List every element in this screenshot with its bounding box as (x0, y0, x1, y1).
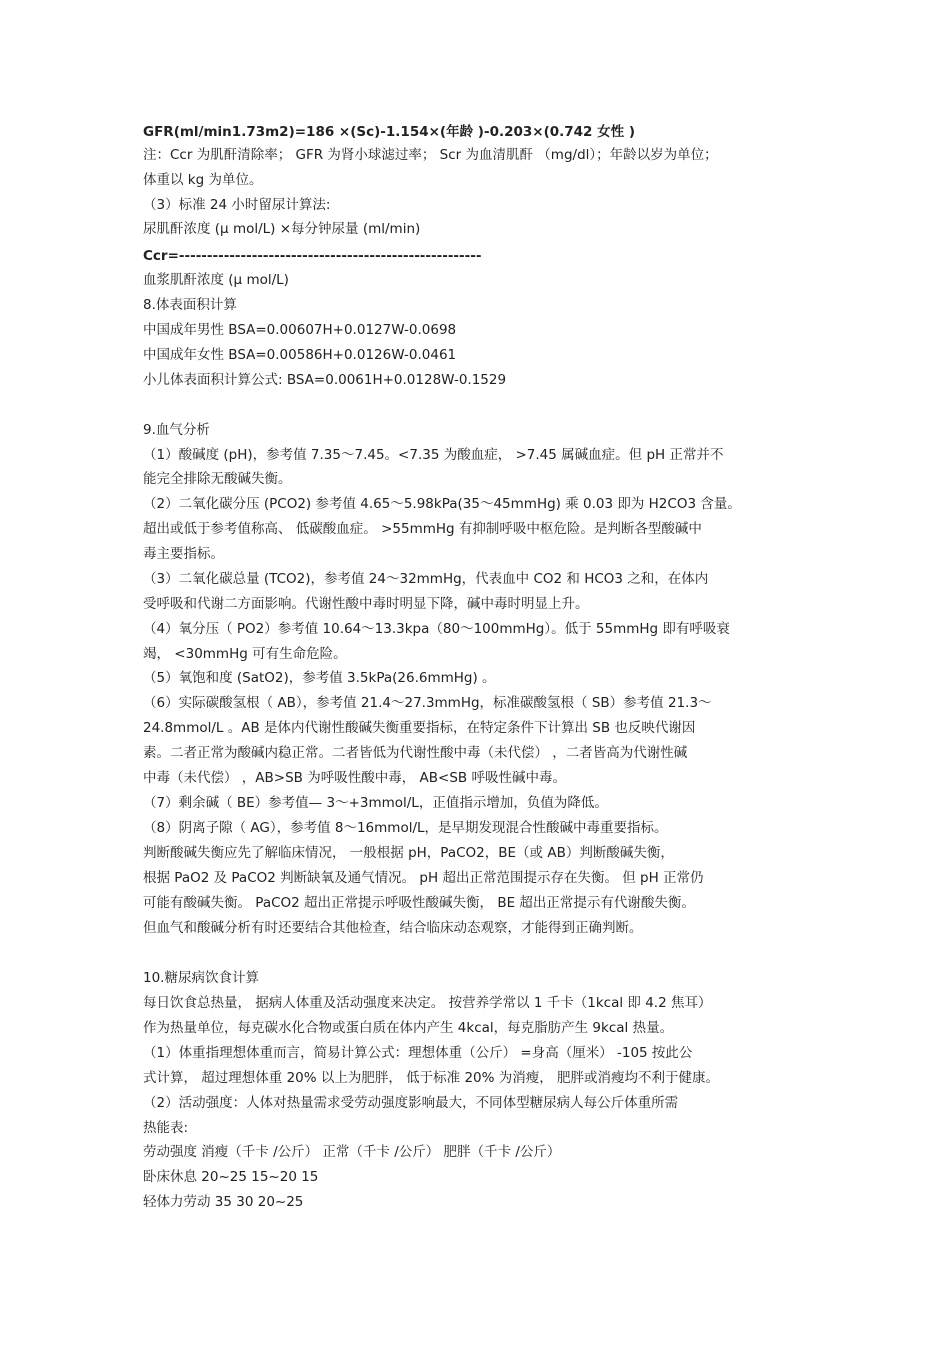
section-heading: 8.体表面积计算 (143, 297, 237, 313)
paragraph-line: （2）活动强度：人体对热量需求受劳动强度影响最大，不同体型糖尿病人每公斤体重所需 (143, 1095, 679, 1111)
paragraph-line: 毒主要指标。 (143, 546, 224, 562)
formula-line: 小儿体表面积计算公式: BSA=0.0061H+0.0128W-0.1529 (143, 372, 507, 388)
paragraph-line: （3）二氧化碳总量 (TCO2)，参考值 24～32mmHg，代表血中 CO2 和 HCO3 之和，在体内 (143, 571, 709, 587)
paragraph-line: 受呼吸和代谢二方面影响。代谢性酸中毒时明显下降，碱中毒时明显上升。 (143, 596, 589, 612)
paragraph-line: 式计算， 超过理想体重 20% 以上为肥胖， 低于标准 20% 为消瘦， 肥胖或消瘦均不利于健康。 (143, 1070, 720, 1086)
section-item: （3）标准 24 小时留尿计算法: (143, 197, 331, 213)
paragraph-line: 超出或低于参考值称高、 低碳酸血症。 >55mmHg 有抑制呼吸中枢危险。是判断各型酸碱中 (143, 521, 702, 537)
paragraph-line: （8）阴离子隙（ AG），参考值 8～16mmol/L，是早期发现混合性酸碱中毒重要指标。 (143, 820, 668, 836)
paragraph-line: 但血气和酸碱分析有时还要结合其他检查，结合临床动态观察，才能得到正确判断。 (143, 920, 643, 936)
paragraph-line: 中毒（未代偿） ，AB>SB 为呼吸性酸中毒， AB<SB 呼吸性碱中毒。 (143, 770, 566, 786)
table-header-row: 劳动强度 消瘦（千卡 /公斤） 正常（千卡 /公斤） 肥胖（千卡 /公斤） (143, 1144, 561, 1160)
paragraph-line: 能完全排除无酸碱失衡。 (143, 471, 292, 487)
table-row: 卧床休息 20~25 15~20 15 (143, 1169, 319, 1185)
paragraph-line: （5）氧饱和度 (SatO2)，参考值 3.5kPa(26.6mmHg) 。 (143, 670, 496, 686)
paragraph-line: 热能表: (143, 1120, 189, 1136)
table-row: 轻体力劳动 35 30 20~25 (143, 1194, 304, 1210)
paragraph-line: 每日饮食总热量， 据病人体重及活动强度来决定。 按营养学常以 1 千卡（1kcal 即 4.2 焦耳） (143, 995, 712, 1011)
paragraph-line: （2）二氧化碳分压 (PCO2) 参考值 4.65～5.98kPa(35～45mmHg) 乘 0.03 即为 H2CO3 含量。 (143, 496, 741, 512)
paragraph-line: 素。二者正常为酸碱内稳正常。二者皆低为代谢性酸中毒（未代偿） ，二者皆高为代谢性碱 (143, 745, 688, 761)
paragraph-line: 根据 PaO2 及 PaCO2 判断缺氧及通气情况。 pH 超出正常范围提示存在失衡。 但 pH 正常仍 (143, 870, 704, 886)
gfr-formula: GFR(ml/min1.73m2)=186 ×(Sc)-1.154×(年龄 )-0.203×(0.742 女性 ) (143, 124, 636, 140)
note-line: 注：Ccr 为肌酐清除率； GFR 为肾小球滤过率； Scr 为血清肌酐 （mg/dl）；年龄以岁为单位； (143, 147, 718, 163)
paragraph-line: （6）实际碳酸氢根（ AB），参考值 21.4～27.3mmHg，标准碳酸氢根（ SB）参考值 21.3～ (143, 695, 712, 711)
section-heading: 9.血气分析 (143, 422, 210, 438)
paragraph-line: 竭， <30mmHg 可有生命危险。 (143, 646, 347, 662)
formula-line: 中国成年男性 BSA=0.00607H+0.0127W-0.0698 (143, 322, 457, 338)
formula-line: 血浆肌酐浓度 (μ mol/L) (143, 272, 289, 288)
paragraph-line: （1）酸碱度 (pH)，参考值 7.35～7.45。<7.35 为酸血症， >7.45 属碱血症。但 pH 正常并不 (143, 447, 724, 463)
paragraph-line: 24.8mmol/L 。AB 是体内代谢性酸碱失衡重要指标，在特定条件下计算出 SB 也反映代谢因 (143, 720, 696, 736)
formula-line: 尿肌酐浓度 (μ mol/L) ×每分钟尿量 (ml/min) (143, 221, 421, 237)
paragraph-line: 可能有酸碱失衡。 PaCO2 超出正常提示呼吸性酸碱失衡， BE 超出正常提示有代谢酸失衡。 (143, 895, 695, 911)
paragraph-line: （1）体重指理想体重而言，简易计算公式：理想体重（公斤） =身高（厘米） -105 按此公 (143, 1045, 693, 1061)
paragraph-line: 作为热量单位，每克碳水化合物或蛋白质在体内产生 4kcal，每克脂肪产生 9kcal 热量。 (143, 1020, 674, 1036)
paragraph-line: （7）剩余碱（ BE）参考值— 3～+3mmol/L，正值指示增加，负值为降低。 (143, 795, 608, 811)
section-heading: 10.糖尿病饮食计算 (143, 970, 259, 986)
formula-line: 中国成年女性 BSA=0.00586H+0.0126W-0.0461 (143, 347, 457, 363)
paragraph-line: 判断酸碱失衡应先了解临床情况， 一般根据 pH，PaCO2，BE（或 AB）判断酸碱失衡， (143, 845, 674, 861)
note-line: 体重以 kg 为单位。 (143, 172, 263, 188)
paragraph-line: （4）氧分压（ PO2）参考值 10.64～13.3kpa（80～100mmHg）。低于 55mmHg 即有呼吸衰 (143, 621, 730, 637)
formula-line: Ccr=------------------------------------------------------ (143, 248, 482, 264)
